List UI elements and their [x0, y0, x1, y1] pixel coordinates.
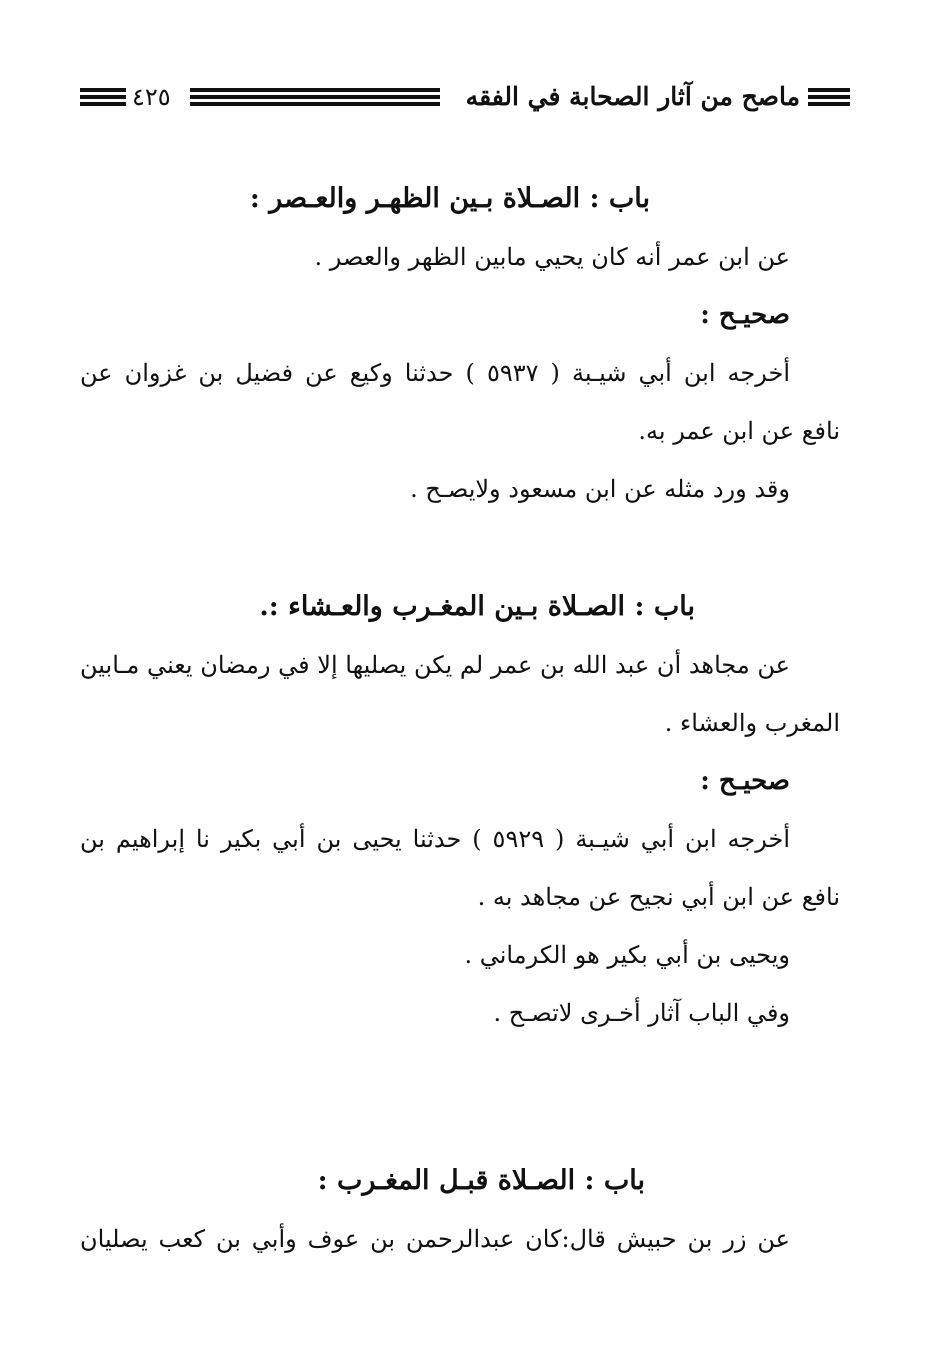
note-text: وقد ورد مثله عن ابن مسعود ولايصـح . — [410, 475, 790, 503]
header-rule-middle — [190, 88, 440, 106]
book-title: ماصح من آثار الصحابة في الفقه — [465, 82, 800, 111]
page-body — [80, 170, 840, 1268]
takhrij-text: أخرجه ابن أبي شيـبة ( ٥٩٢٩ ) حدثنا يحيى بن أبي بكير نا إبراهيم بن — [80, 825, 790, 853]
athar-text: عن مجاهد أن عبد الله بن عمر لم يكن يصليها إلا في رمضان يعني مـابين — [80, 651, 791, 679]
header-rule-left — [80, 88, 126, 106]
section-spacer — [80, 518, 840, 578]
takhrij-text: أخرجه ابن أبي شيـبة ( ٥٩٣٧ ) حدثنا وكيع عن فضيل بن غزوان عن — [80, 359, 790, 387]
athar-text: عن ابن عمر أنه كان يحيي مابين الظهر والعصر . — [314, 243, 790, 271]
section-heading: باب : الصـلاة قبـل المغـرب : — [317, 1165, 645, 1196]
grading-label: صحيـح : — [700, 300, 790, 330]
running-header — [80, 78, 850, 118]
section-heading: باب : الصـلاة بـين المغـرب والعـشاء :. — [259, 591, 695, 622]
section-spacer — [80, 1042, 840, 1152]
athar-text: عن زر بن حبيش قال:كان عبدالرحمن بن عوف وأبي بن كعب يصليان — [80, 1225, 790, 1253]
note-text: ويحيى بن أبي بكير هو الكرماني . — [464, 941, 790, 969]
header-rule-right — [808, 88, 850, 106]
section-heading: باب : الصـلاة بـين الظهـر والعـصر : — [249, 183, 650, 214]
grading-label: صحيـح : — [700, 766, 790, 796]
page-number: ٤٢٥ — [132, 83, 171, 111]
takhrij-text-continued: نافع عن ابن أبي نجيح عن مجاهد به . — [477, 883, 840, 911]
note-text: وفي الباب آثار أخـرى لاتصـح . — [493, 999, 790, 1027]
takhrij-text-continued: نافع عن ابن عمر به. — [638, 417, 840, 445]
athar-text-continued: المغرب والعشاء . — [664, 709, 840, 737]
